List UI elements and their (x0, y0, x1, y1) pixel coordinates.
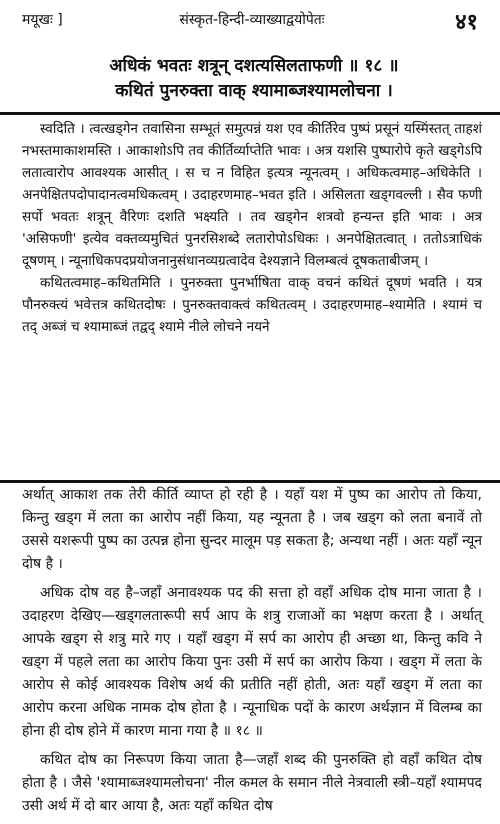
page-number: ४१ (455, 10, 478, 35)
verse-line-2: कथितं पुनरुक्ता वाक् श्यामाब्जश्यामलोचना । (115, 81, 393, 101)
sanskrit-paragraph-1: स्वदिति । त्वत्खड्गेन तवासिना सम्भूतं समुत्पन्नं यश एव कीर्तिरेव पुष्पं प्रसूनं यस्मिंस्तत् ताहशं नभस्तमाकाशमस्ति । आकाशोऽपि तव कीर्तिर्व्याप्तेति भावः । अत्र यशसि पुष्पारोपे कृते खड्गेऽपि लतात्वारोप आवश्यक आसीत् । स च न विहित इत्यत्र न्यूनत्वम् । अधिकत्वमाह–अधिकेति । अनपेक्षितपदोपादानत्वमधिकत्वम् । उदाहरणमाह–भवत इति । असिलता खड्गवल्ली । सैव फणी सर्पो भवतः शत्रून् वैरिणः दशति भक्ष्यति । तव खड्गेन शत्रवो हन्यन्त इति भावः । अत्र 'असिफणी' इत्येव वक्तव्यमुचितं पुनरसिशब्दे लतारोपोऽधिकः । अनपेक्षितत्वात् । ततोऽत्राधिकं दूषणम् । न्यूनाधिकपदप्रयोजनानुसंधानव्यग्रत्वादेव देश्यज्ञाने विलम्बत्वं दूषकताबीजम् । (22, 121, 482, 269)
sanskrit-paragraph-2: कथितत्वमाह–कथितमिति । पुनरुक्ता पुनर्भाषिता वाक् वचनं कथितं दूषणं भवति । यत्र पौनरुक्त्यं भवेत्तत्र कथितदोषः । पुनरुक्तवाक्त्वं कथितत्वम् । उदाहरणमाह–श्यामेति । श्यामं च तद् अब्जं च श्यामाब्जं तद्वद् श्यामे नीले लोचने नयने (22, 275, 482, 335)
hindi-paragraph-2: अधिक दोष वह है–जहाँ अनावश्यक पद की सत्ता हो वहाँ अधिक दोष माना जाता है । उदाहरण देखिए—खड्गलतारूपी सर्प आप के शत्रु राजाओं का भक्षण करता है । अर्थात् आपके खड्ग से शत्रु मारे गए । यहाँ खड्ग में सर्प का आरोप ही अच्छा था, किन्तु कवि ने खड्ग में पहले लता का आरोप किया पुनः उसी में सर्प का आरोप किया । खड्ग में लता के आरोप से कोई आवश्यक विशेष अर्थ की प्रतीति नहीं होती, अतः यहाँ खड्ग में लता का आरोप करना अधिक नामक दोष होता है । न्यूनाधिक पदों के कारण अर्थज्ञान में विलम्ब का होना ही दोष होने में कारण माना गया है ॥ १८ ॥ (22, 585, 482, 739)
running-head-left: मयूखः ] (22, 12, 63, 28)
hindi-paragraph-3: कथित दोष का निरूपण किया जाता है—जहाँ शब्द की पुनरुक्ति हो वहाँ कथित दोष होता है । जैसे 'श्यामाब्जश्यामलोचना' नील कमल के समान नीले नेत्रवाली स्त्री–यहाँ श्यामपद उसी अर्थ में दो बार आया है, अतः यहाँ कथित दोष (22, 752, 482, 814)
page-header (22, 10, 482, 36)
verse (22, 54, 486, 104)
sanskrit-commentary (22, 118, 482, 338)
verse-line-1: अधिकं भवतः शत्रून् दशत्यसिलताफणी ॥ १८ ॥ (109, 56, 399, 76)
running-head-title: संस्कृत-हिन्दी-व्याख्याद्वयोपेतः (179, 12, 325, 28)
divider-top (0, 112, 500, 115)
hindi-paragraph-1: अर्थात् आकाश तक तेरी कीर्ति व्याप्त हो रही है । यहाँ यश में पुष्प का आरोप तो किया, किन्तु खड्ग में लता का आरोप नहीं किया, यह न्यूनता है । जब खड्ग को लता बनावें तो उससे यशरूपी पुष्प का उत्पन्न होना सुन्दर मालूम पड़ सकता है; अन्यथा नहीं । अतः यहाँ न्यून दोष है । (22, 487, 482, 572)
hindi-commentary (22, 484, 482, 824)
divider-middle (0, 480, 500, 483)
